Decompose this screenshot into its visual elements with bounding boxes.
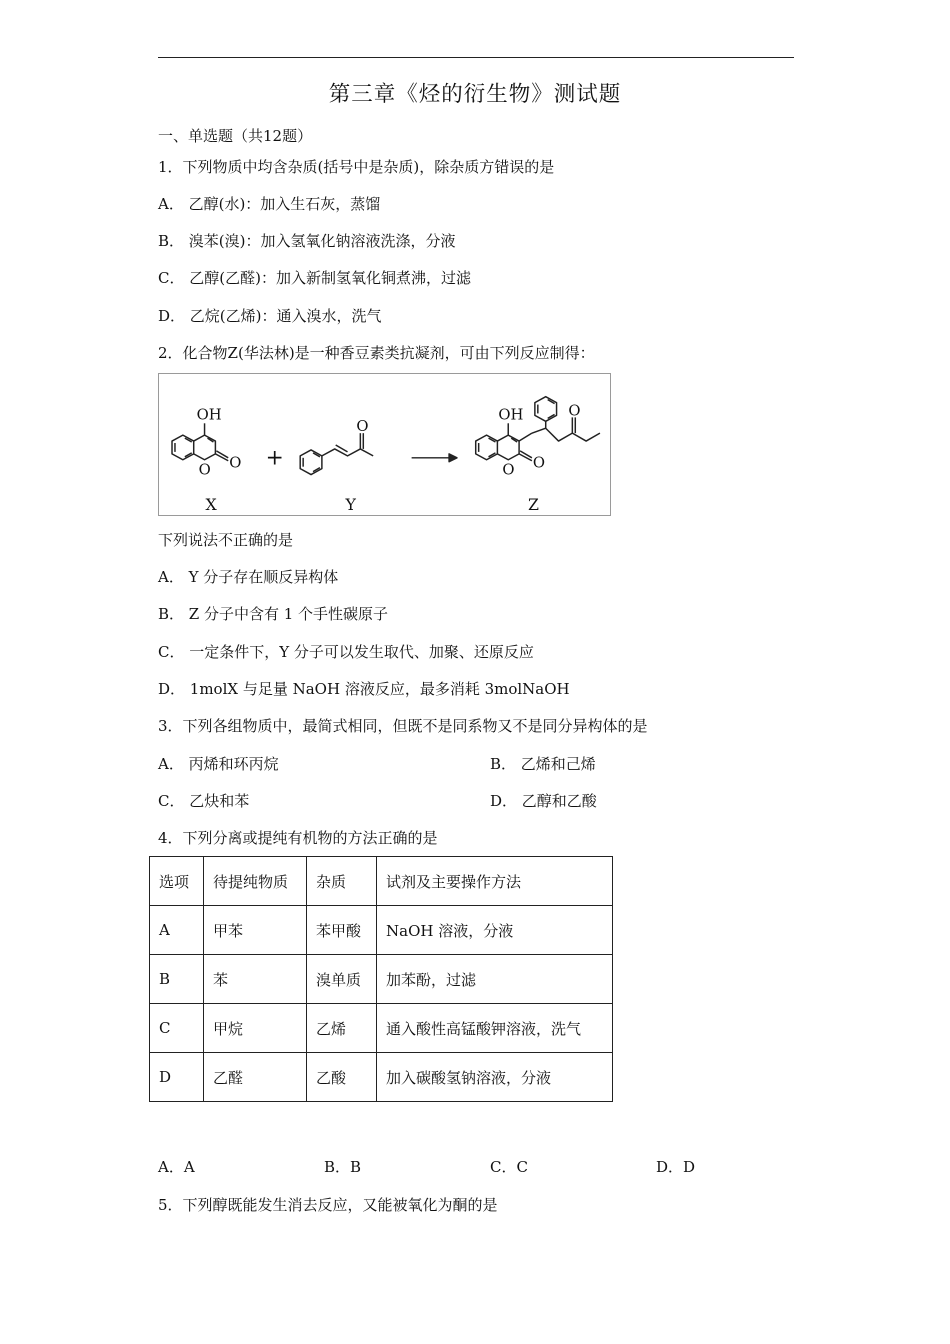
q1-option-a: A． 乙醇(水)：加入生石灰，蒸馏 [158,195,381,213]
purification-table [149,856,613,1102]
q2-option-c: C． 一定条件下，Y 分子可以发生取代、加聚、还原反应 [158,643,534,661]
header-rule [158,57,794,58]
table-cell: 甲烷 [204,1004,307,1053]
q3-option-a: A． 丙烯和环丙烷 [158,755,279,773]
table-cell: 乙烯 [307,1004,377,1053]
table-cell: 加苯酚，过滤 [377,955,613,1004]
table-cell: C [150,1004,204,1053]
plus-sign: + [265,445,284,471]
q1-stem: 1．下列物质中均含杂质(括号中是杂质)，除杂质方错误的是 [158,158,555,176]
section-heading: 一、单选题（共12题） [158,127,313,145]
table-cell: 苯 [204,955,307,1004]
q2-option-a: A． Y 分子存在顺反异构体 [158,568,339,586]
table-header-row [150,857,613,906]
z-oh-label: OH [498,406,524,424]
q1-option-d: D． 乙烷(乙烯)：通入溴水，洗气 [158,307,382,325]
table-cell: 溴单质 [307,955,377,1004]
x-ring-o-label: O [198,461,211,479]
table-cell: B [150,955,204,1004]
q3-option-d: D． 乙醇和乙酸 [490,792,597,810]
z-label: Z [527,495,539,515]
y-label: Y [345,495,356,515]
q2-stem: 2．化合物Z(华法林)是一种香豆素类抗凝剂，可由下列反应制得： [158,344,595,362]
x-carbonyl-o-label: O [229,454,242,472]
table-cell: 乙酸 [307,1053,377,1102]
page-title: 第三章《烃的衍生物》测试题 [328,82,622,107]
table-cell: 加入碳酸氢钠溶液，分液 [377,1053,613,1102]
table-row [150,1053,613,1102]
z-ketone-o-label: O [568,402,581,420]
q1-option-c: C． 乙醇(乙醛)：加入新制氢氧化铜煮沸，过滤 [158,269,471,287]
table-row [150,906,613,955]
table-cell: 乙醛 [204,1053,307,1102]
table-header-cell: 选项 [150,857,204,906]
table-header-cell: 试剂及主要操作方法 [377,857,613,906]
q3-option-c: C． 乙炔和苯 [158,792,250,810]
q4-stem: 4．下列分离或提纯有机物的方法正确的是 [158,829,438,847]
q4-option-c: C．C [490,1158,528,1176]
table-cell: NaOH 溶液，分液 [377,906,613,955]
y-carbonyl-o-label: O [356,418,369,436]
table-cell: A [150,906,204,955]
z-ring-o-label: O [502,461,515,479]
q5-stem: 5．下列醇既能发生消去反应，又能被氧化为酮的是 [158,1196,498,1214]
table-cell: 苯甲酸 [307,906,377,955]
q4-option-d: D．D [656,1158,696,1176]
q2-option-d: D． 1molX 与足量 NaOH 溶液反应，最多消耗 3molNaOH [158,680,570,698]
reaction-scheme [158,373,611,516]
table-header-cell: 待提纯物质 [204,857,307,906]
table-row [150,1004,613,1053]
table-row [150,955,613,1004]
q2-prompt: 下列说法不正确的是 [158,531,294,549]
reaction-scheme-drawing [159,374,610,515]
table-cell: D [150,1053,204,1102]
q3-option-b: B． 乙烯和己烯 [490,755,596,773]
table-cell: 通入酸性高锰酸钾溶液，洗气 [377,1004,613,1053]
q1-option-b: B． 溴苯(溴)：加入氢氧化钠溶液洗涤，分液 [158,232,456,250]
q3-stem: 3．下列各组物质中，最简式相同，但既不是同系物又不是同分异构体的是 [158,717,648,735]
q2-option-b: B． Z 分子中含有 1 个手性碳原子 [158,605,389,623]
q4-option-b: B．B [324,1158,362,1176]
z-carbonyl-o-label: O [532,454,546,472]
q4-option-a: A．A [158,1158,195,1176]
x-oh-label: OH [196,406,222,424]
x-label: X [205,495,217,515]
table-cell: 甲苯 [204,906,307,955]
table-header-cell: 杂质 [307,857,377,906]
